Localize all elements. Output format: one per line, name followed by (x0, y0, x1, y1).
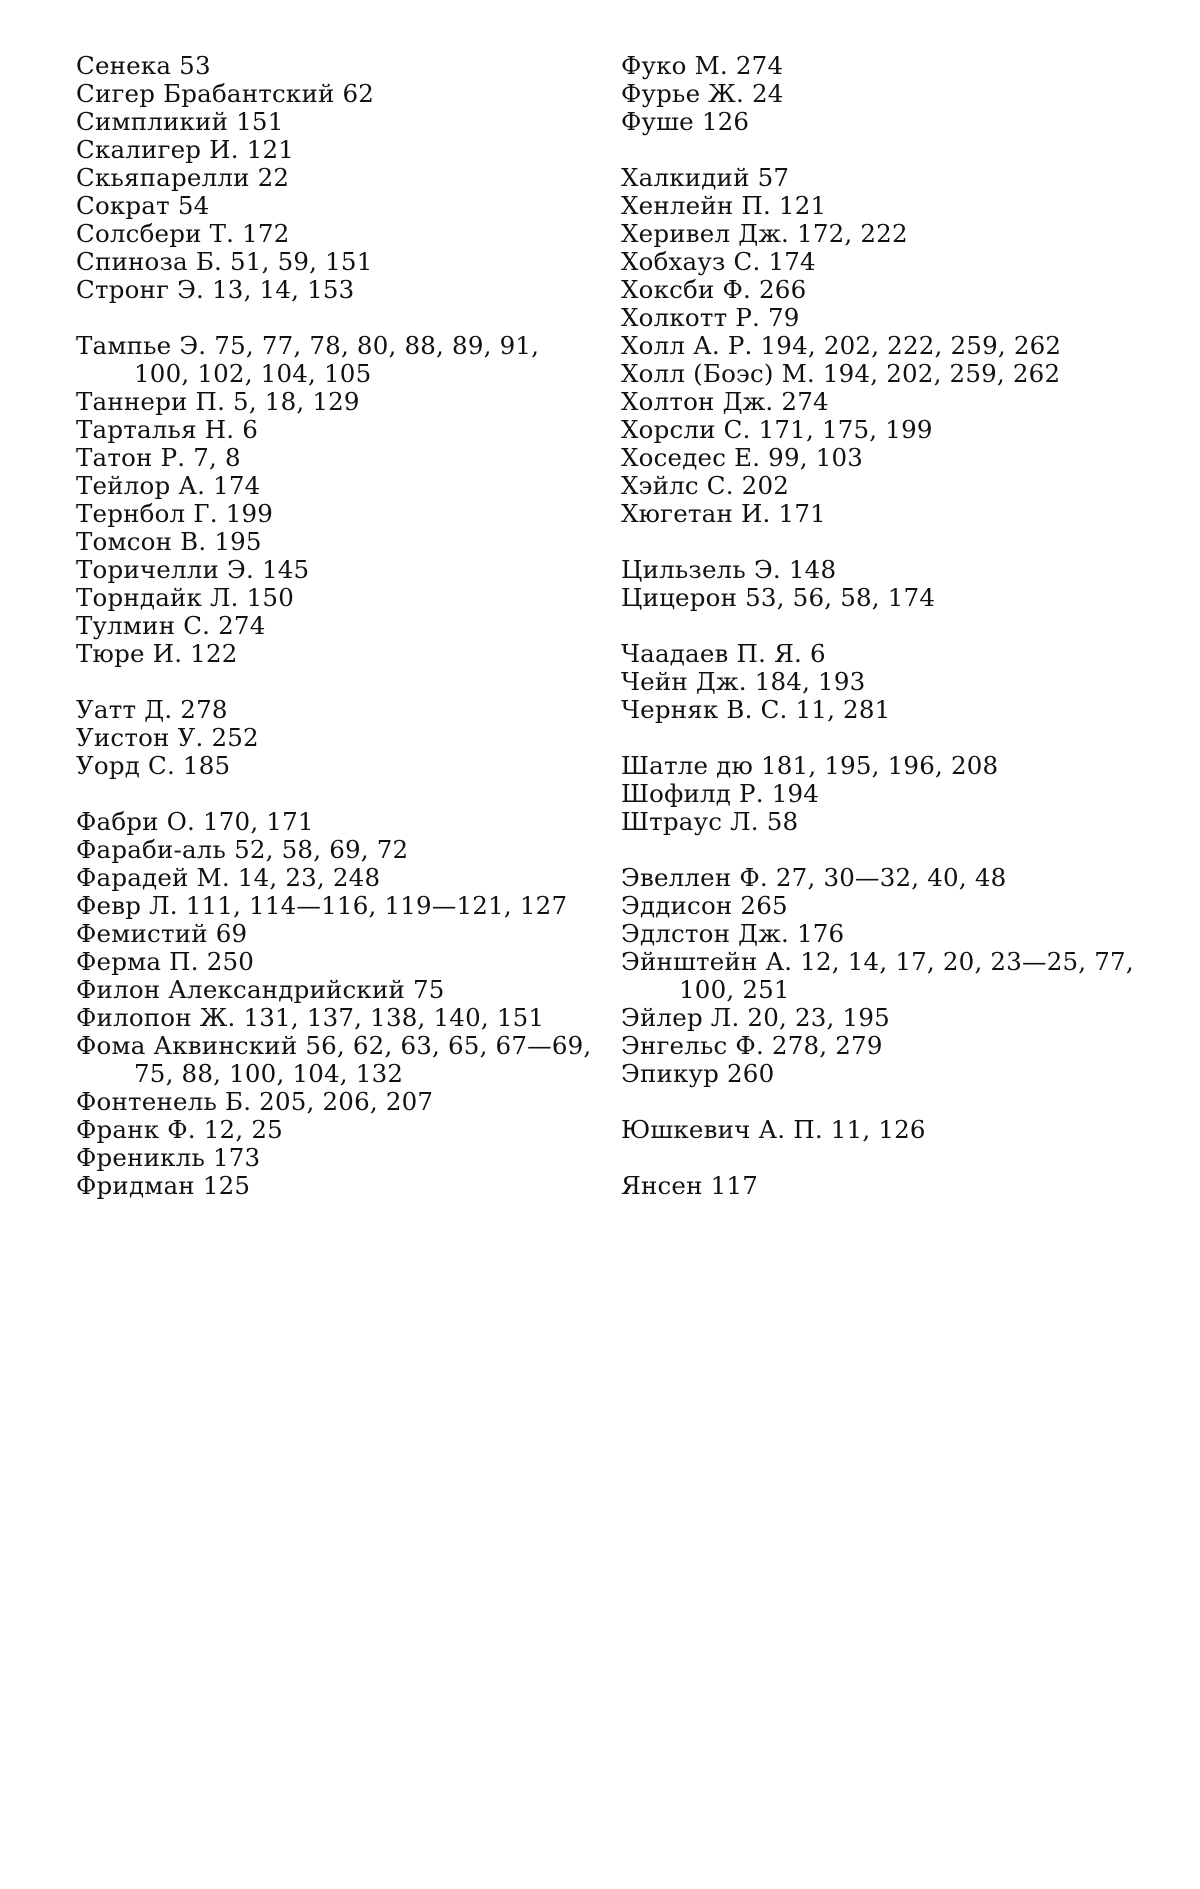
index-entry: Сенека 53 (76, 51, 211, 80)
index-entry: Уатт Д. 278 (76, 695, 228, 724)
index-entry: Фарадей М. 14, 23, 248 (76, 863, 381, 892)
index-entry: Хобхауз С. 174 (621, 247, 816, 276)
index-entry: Штраус Л. 58 (621, 807, 799, 836)
index-entry: Уистон У. 252 (76, 723, 259, 752)
section-gap (621, 724, 1141, 752)
index-entry: Черняк В. С. 11, 281 (621, 695, 891, 724)
index-entry: Фуше 126 (621, 107, 750, 136)
index-entry: Чейн Дж. 184, 193 (621, 667, 866, 696)
index-entry: Томсон В. 195 (76, 527, 262, 556)
index-entry: Стронг Э. 13, 14, 153 (76, 275, 355, 304)
index-entry: Татон Р. 7, 8 (76, 443, 241, 472)
index-entry: Сократ 54 (76, 191, 210, 220)
index-entry: Эйнштейн А. 12, 14, 17, 20, 23—25, 77, 100, 251 (621, 947, 1134, 1004)
section-gap (621, 528, 1141, 556)
index-entry: Тулмин С. 274 (76, 611, 266, 640)
index-entry: Хэйлс С. 202 (621, 471, 790, 500)
index-column-right (621, 52, 1141, 1200)
index-entry: Юшкевич А. П. 11, 126 (621, 1115, 926, 1144)
index-entry: Скьяпарелли 22 (76, 163, 290, 192)
index-entry: Фараби-аль 52, 58, 69, 72 (76, 835, 409, 864)
index-entry: Эйлер Л. 20, 23, 195 (621, 1003, 890, 1032)
index-entry: Фонтенель Б. 205, 206, 207 (76, 1087, 434, 1116)
index-entry: Шатле дю 181, 195, 196, 208 (621, 751, 999, 780)
index-entry: Цицерон 53, 56, 58, 174 (621, 583, 936, 612)
index-entry: Фридман 125 (76, 1171, 251, 1200)
index-entry: Сигер Брабантский 62 (76, 79, 375, 108)
index-entry: Тюре И. 122 (76, 639, 238, 668)
index-entry: Фома Аквинский 56, 62, 63, 65, 67—69, 75, 88, 100, 104, 132 (76, 1031, 592, 1088)
index-entry: Тарталья Н. 6 (76, 415, 259, 444)
section-gap (621, 1088, 1141, 1116)
index-entry: Симпликий 151 (76, 107, 284, 136)
index-entry: Холтон Дж. 274 (621, 387, 829, 416)
section-gap (76, 304, 596, 332)
index-entry: Холл (Боэс) М. 194, 202, 259, 262 (621, 359, 1061, 388)
index-entry: Февр Л. 111, 114—116, 119—121, 127 (76, 891, 568, 920)
index-entry: Цильзель Э. 148 (621, 555, 837, 584)
index-entry: Френикль 173 (76, 1143, 261, 1172)
index-entry: Хоксби Ф. 266 (621, 275, 807, 304)
index-entry: Энгельс Ф. 278, 279 (621, 1031, 883, 1060)
section-gap (76, 668, 596, 696)
section-gap (621, 1144, 1141, 1172)
index-entry: Таннери П. 5, 18, 129 (76, 387, 360, 416)
index-entry: Фемистий 69 (76, 919, 248, 948)
index-entry: Хенлейн П. 121 (621, 191, 827, 220)
index-entry: Янсен 117 (621, 1171, 759, 1200)
index-entry: Франк Ф. 12, 25 (76, 1115, 283, 1144)
index-entry: Филопон Ж. 131, 137, 138, 140, 151 (76, 1003, 545, 1032)
index-entry: Чаадаев П. Я. 6 (621, 639, 826, 668)
index-entry: Холкотт Р. 79 (621, 303, 800, 332)
index-entry: Спиноза Б. 51, 59, 151 (76, 247, 373, 276)
index-entry: Хоседес Е. 99, 103 (621, 443, 864, 472)
index-entry: Солсбери Т. 172 (76, 219, 290, 248)
index-column-left (76, 52, 596, 1200)
index-entry: Ферма П. 250 (76, 947, 255, 976)
index-entry: Скалигер И. 121 (76, 135, 295, 164)
index-entry: Фуко М. 274 (621, 51, 784, 80)
index-entry: Тампье Э. 75, 77, 78, 80, 88, 89, 91, 100, 102, 104, 105 (76, 331, 540, 388)
section-gap (76, 780, 596, 808)
section-gap (621, 612, 1141, 640)
index-entry: Тейлор А. 174 (76, 471, 261, 500)
section-gap (621, 836, 1141, 864)
index-entry: Фурье Ж. 24 (621, 79, 784, 108)
section-gap (621, 136, 1141, 164)
index-entry: Холл А. Р. 194, 202, 222, 259, 262 (621, 331, 1062, 360)
index-entry: Фабри О. 170, 171 (76, 807, 314, 836)
index-entry: Филон Александрийский 75 (76, 975, 445, 1004)
index-entry: Хюгетан И. 171 (621, 499, 826, 528)
index-entry: Эпикур 260 (621, 1059, 775, 1088)
index-entry: Тернбол Г. 199 (76, 499, 274, 528)
index-entry: Халкидий 57 (621, 163, 790, 192)
index-entry: Шофилд Р. 194 (621, 779, 820, 808)
index-entry: Эдлстон Дж. 176 (621, 919, 845, 948)
index-entry: Эвеллен Ф. 27, 30—32, 40, 48 (621, 863, 1007, 892)
index-entry: Хорсли С. 171, 175, 199 (621, 415, 933, 444)
index-entry: Торндайк Л. 150 (76, 583, 295, 612)
index-entry: Уорд С. 185 (76, 751, 231, 780)
index-entry: Торичелли Э. 145 (76, 555, 310, 584)
index-entry: Эддисон 265 (621, 891, 788, 920)
index-entry: Херивел Дж. 172, 222 (621, 219, 908, 248)
